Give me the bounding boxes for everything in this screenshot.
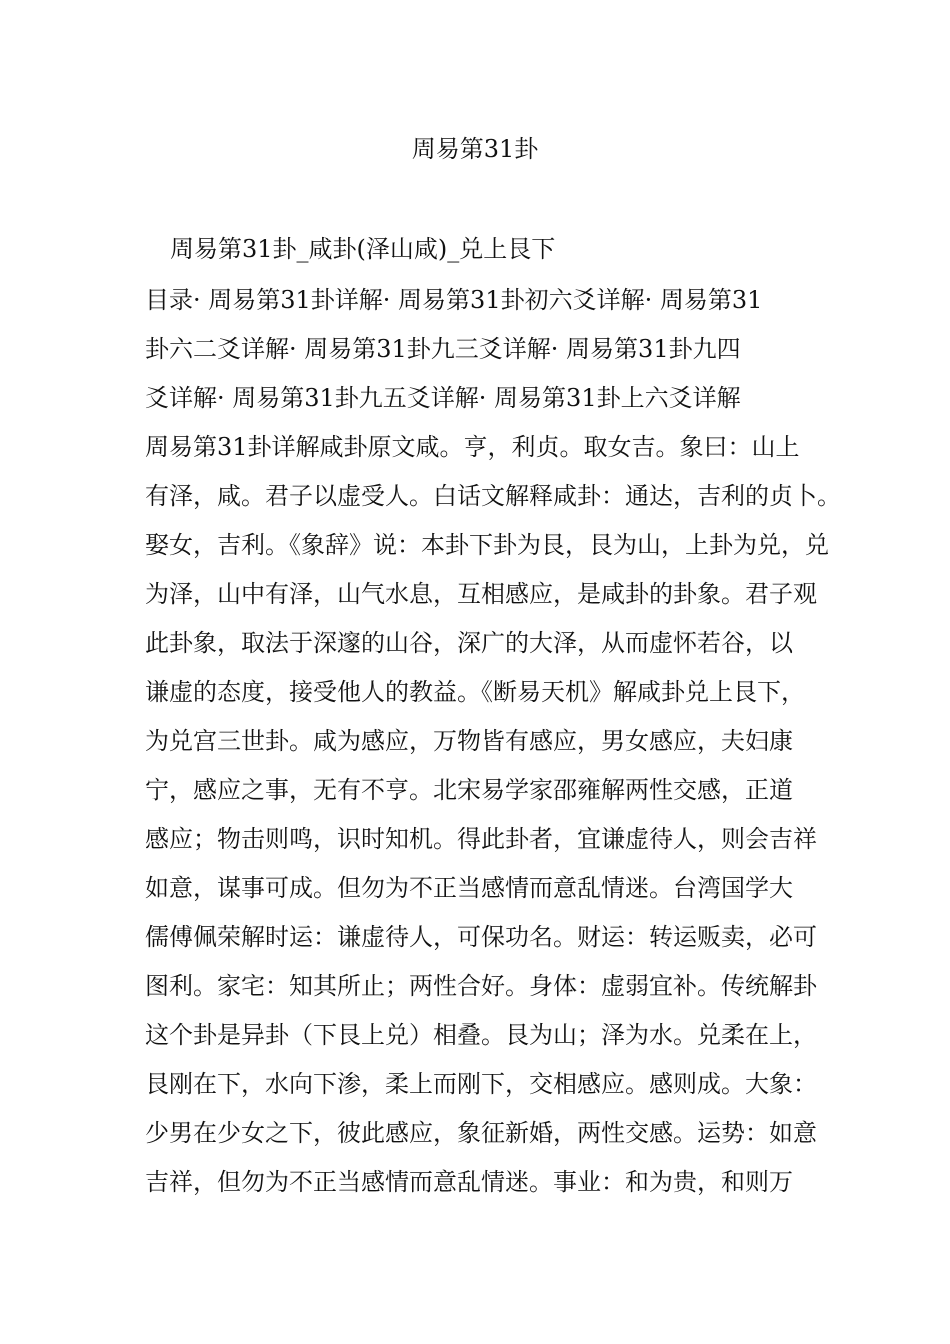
- body-line: 艮刚在下，水向下渗，柔上而刚下，交相感应。感则成。大象：: [145, 1070, 817, 1098]
- body-line: 此卦象，取法于深邃的山谷，深广的大泽，从而虚怀若谷，以: [145, 629, 793, 657]
- body-line: 图利。家宅：知其所止；两性合好。身体：虚弱宜补。传统解卦: [145, 972, 817, 1000]
- body-line: 少男在少女之下，彼此感应，象征新婚，两性交感。运势：如意: [145, 1119, 817, 1147]
- body-line: 谦虚的态度，接受他人的教益。《断易天机》解咸卦兑上艮下，: [145, 678, 805, 706]
- body-line: 如意，谋事可成。但勿为不正当感情而意乱情迷。台湾国学大: [145, 874, 793, 902]
- body-line: 感应；物击则鸣，识时知机。得此卦者，宜谦虚待人，则会吉祥: [145, 825, 817, 853]
- document-body: [145, 282, 845, 1213]
- body-line: 这个卦是异卦（下艮上兑）相叠。艮为山；泽为水。兑柔在上，: [145, 1021, 817, 1049]
- body-line: 卦六二爻详解· 周易第31卦九三爻详解· 周易第31卦九四: [145, 335, 741, 363]
- body-line: 儒傅佩荣解时运：谦虚待人，可保功名。财运：转运贩卖，必可: [145, 923, 817, 951]
- body-line: 周易第31卦详解咸卦原文咸。亨，利贞。取女吉。象曰：山上: [145, 433, 800, 461]
- body-line: 为泽，山中有泽，山气水息，互相感应，是咸卦的卦象。君子观: [145, 580, 817, 608]
- body-line: 吉祥，但勿为不正当感情而意乱情迷。事业：和为贵，和则万: [145, 1168, 793, 1196]
- body-line: 为兑宫三世卦。咸为感应，万物皆有感应，男女感应，夫妇康: [145, 727, 793, 755]
- body-line: 爻详解· 周易第31卦九五爻详解· 周易第31卦上六爻详解: [145, 384, 741, 412]
- body-line: 目录· 周易第31卦详解· 周易第31卦初六爻详解· 周易第31: [145, 286, 763, 314]
- body-line: 娶女，吉利。《象辞》说：本卦下卦为艮，艮为山，上卦为兑，兑: [145, 531, 829, 559]
- document-subtitle: 周易第31卦_咸卦(泽山咸)_兑上艮下: [170, 235, 556, 263]
- document-title: 周易第31卦: [411, 135, 539, 163]
- body-line: 宁，感应之事，无有不亨。北宋易学家邵雍解两性交感，正道: [145, 776, 793, 804]
- body-line: 有泽，咸。君子以虚受人。白话文解释咸卦：通达，吉利的贞卜。: [145, 482, 841, 510]
